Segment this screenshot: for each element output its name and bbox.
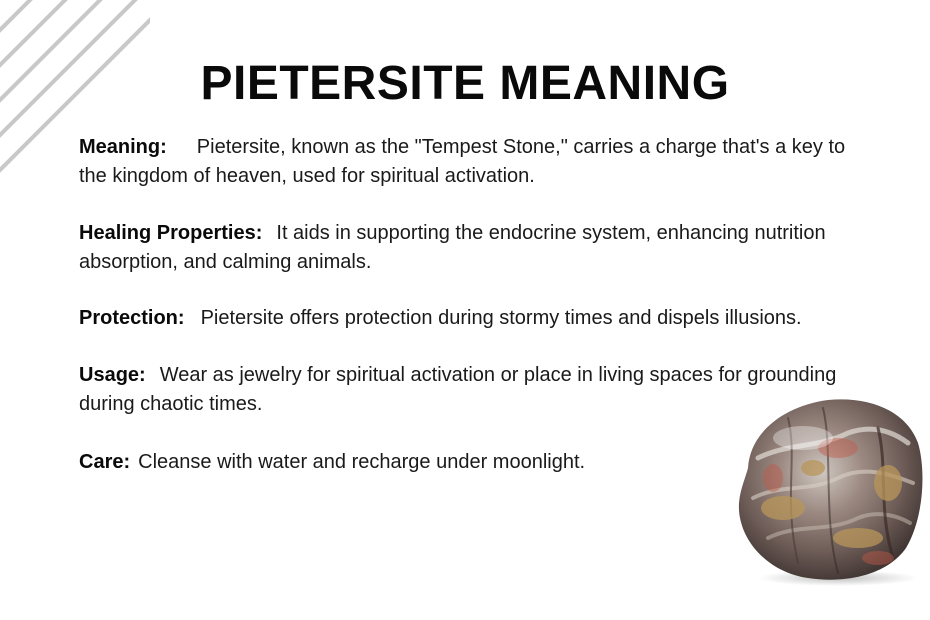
section-text-usage: Wear as jewelry for spiritual activation or place in living spaces for grounding during chaotic times. xyxy=(79,364,837,415)
section-label-care: Care: xyxy=(79,451,131,473)
page-title: PIETERSITE MEANING xyxy=(200,57,730,110)
section-protection xyxy=(79,304,859,333)
section-label-usage: Usage: xyxy=(79,364,146,386)
section-text-healing-properties: It aids in supporting the endocrine system, enhancing nutrition absorption, and calming animals. xyxy=(79,222,826,273)
section-meaning xyxy=(79,133,859,191)
section-label-protection: Protection: xyxy=(79,307,185,329)
section-label-healing-properties: Healing Properties: xyxy=(79,222,263,244)
section-label-meaning: Meaning: xyxy=(79,136,167,158)
section-text-meaning: Pietersite, known as the "Tempest Stone," carries a charge that's a key to the kingdom of heaven, used for spiritual activation. xyxy=(79,136,846,187)
section-text-protection: Pietersite offers protection during stormy times and dispels illusions. xyxy=(200,307,802,329)
pietersite-stone-image xyxy=(728,388,928,588)
section-text-care: Cleanse with water and recharge under moonlight. xyxy=(138,451,586,473)
section-healing-properties xyxy=(79,219,859,277)
